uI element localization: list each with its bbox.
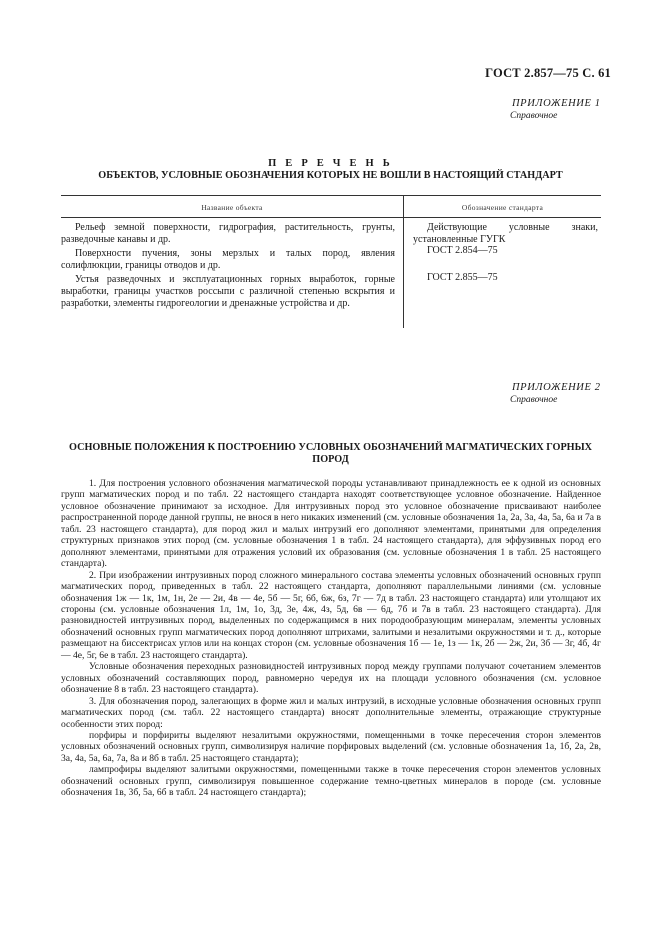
page-header: ГОСТ 2.857—75 С. 61: [485, 66, 611, 80]
body-paragraph: 3. Для обозначения пород, залегающих в форме жил и малых интрузий, в исходные условные обозначения основных групп магматических пород (см. табл. 22 настоящего стандарта) вносят дополнительные элементы, отражающие структурные особенности этих пород:: [61, 695, 601, 730]
table-row: ГОСТ 2.854—75: [427, 245, 498, 257]
table-col-name: [61, 222, 395, 312]
appendix-2-label: ПРИЛОЖЕНИЕ 2: [512, 382, 601, 393]
body-paragraph: порфиры и порфириты выделяют незалитыми окружностями, помещенными в точке пересечения сторон элементов условных обозначений основных групп, символизируя наличие порфировых выделений (см. условные обозначения 1а, 1б, 2а, 2в, 3а, 4а, 5а, 6а, 7а, 8а и 8б в табл. 25 настоящего стандарта);: [61, 729, 601, 764]
appendix-1-sub: Справочное: [510, 111, 558, 121]
table-row: Действующие условные знаки, установленные ГУГК: [413, 222, 598, 245]
body-paragraph: лампрофиры выделяют залитыми окружностями, помещенными также в точке пересечения сторон элементов условных обозначений основных групп, символизируя повышенное содержание темно-цветных минералов в породе (см. условные обозначения 1в, 3б, 5а, 6б в табл. 24 настоящего стандарта);: [61, 764, 601, 799]
body-paragraph: Условные обозначения переходных разновидностей интрузивных пород между группами получают сочетанием элементов условных обозначений составляющих пород, равномерно чередуя их на площади условного обозначения (см. условное обозначение 8 в табл. 23 настоящего стандарта).: [61, 661, 601, 696]
appendix-1-label: ПРИЛОЖЕНИЕ 1: [512, 98, 601, 109]
appendix-2-sub: Справочное: [510, 395, 558, 405]
table-row: ГОСТ 2.855—75: [427, 271, 498, 283]
table-header-standard: Обозначение стандарта: [461, 203, 544, 212]
table-row: Рельеф земной поверхности, гидрография, растительность, грунты, разведочные канавы и др.: [61, 222, 395, 245]
table-column-divider: [403, 195, 404, 328]
body-paragraph: 1. Для построения условного обозначения магматической породы устанавливают принадлежность ее к одной из основных групп магматических пород и по табл. 22 настоящего стандарта находят соответствующее условное обозначение. Найденное условное обозначение принимают за исходное. Для интрузивных пород это условное обозначение присваивают наиболее распространенной породе данной группы, не внося в него никаких изменений (см. условные обозначения 1а, 2а, 3а, 4а, 5а, 6а и 7а в табл. 23 настоящего стандарта), для пород жил и малых интрузий его дополняют элементами, принятыми для определения структурных признаков этих пород (см. условные обозначения 1 в табл. 24 настоящего стандарта), для эффузивных пород его дополняют элементами, принятыми для отражения условий их образования (см. условные обозначения 1 в табл. 25 настоящего стандарта).: [61, 478, 601, 570]
objects-table: [61, 195, 601, 328]
table-top-rule: [61, 195, 601, 196]
table-col-standard: [413, 222, 598, 283]
table-header-name: Название объекта: [201, 203, 263, 212]
list-subtitle: ОБЪЕКТОВ, УСЛОВНЫЕ ОБОЗНАЧЕНИЯ КОТОРЫХ НЕ ВОШЛИ В НАСТОЯЩИЙ СТАНДАРТ: [98, 170, 563, 181]
table-header-rule: [61, 217, 601, 218]
list-title: П Е Р Е Ч Е Н Ь: [268, 158, 393, 169]
section-body: [61, 478, 601, 799]
table-row: Устья разведочных и эксплуатационных горных выработок, горные выработки, границы участков россыпи с различной степенью вскрытия и разработки, элементы гидрогеологии и дренажные устройства и др.: [61, 274, 395, 309]
table-row: Поверхности пучения, зоны мерзлых и талых пород, явления солифлюкции, границы отводов и др.: [61, 248, 395, 271]
section-title: ОСНОВНЫЕ ПОЛОЖЕНИЯ К ПОСТРОЕНИЮ УСЛОВНЫХ ОБОЗНАЧЕНИЙ МАГМАТИЧЕСКИХ ГОРНЫХ ПОРОД: [69, 442, 592, 465]
body-paragraph: 2. При изображении интрузивных пород сложного минерального состава элементы условных обозначений основных групп магматических пород, приведенных в табл. 22 настоящего стандарта, дополняют параллельными линиями (см. условные обозначения 1ж — 1к, 1м, 1н, 2е — 2и, 4в — 4е, 5б — 5г, 6б, 6ж, 6з, 7г — 7д в табл. 23 настоящего стандарта) или утолщают их стороны (см. условные обозначения 1л, 1м, 1о, 3д, 3е, 4ж, 4з, 5д, 6в — 6д, 7б и 7в в табл. 23 настоящего стандарта). Для разновидностей интрузивных пород, выделенных по содержащимся в них породообразующим минералам, элементы условных обозначений основных групп магматических пород дополняют штрихами, залитыми и незалитыми окружностями и т. д., которые размещают на биссектрисах углов или на концах сторон (см. условные обозначения 1б — 1е, 1з — 1к, 2б — 2ж, 2и, 3б — 3г, 4б, 4г — 4е, 5г, 6е в табл. 23 настоящего стандарта).: [61, 569, 601, 661]
